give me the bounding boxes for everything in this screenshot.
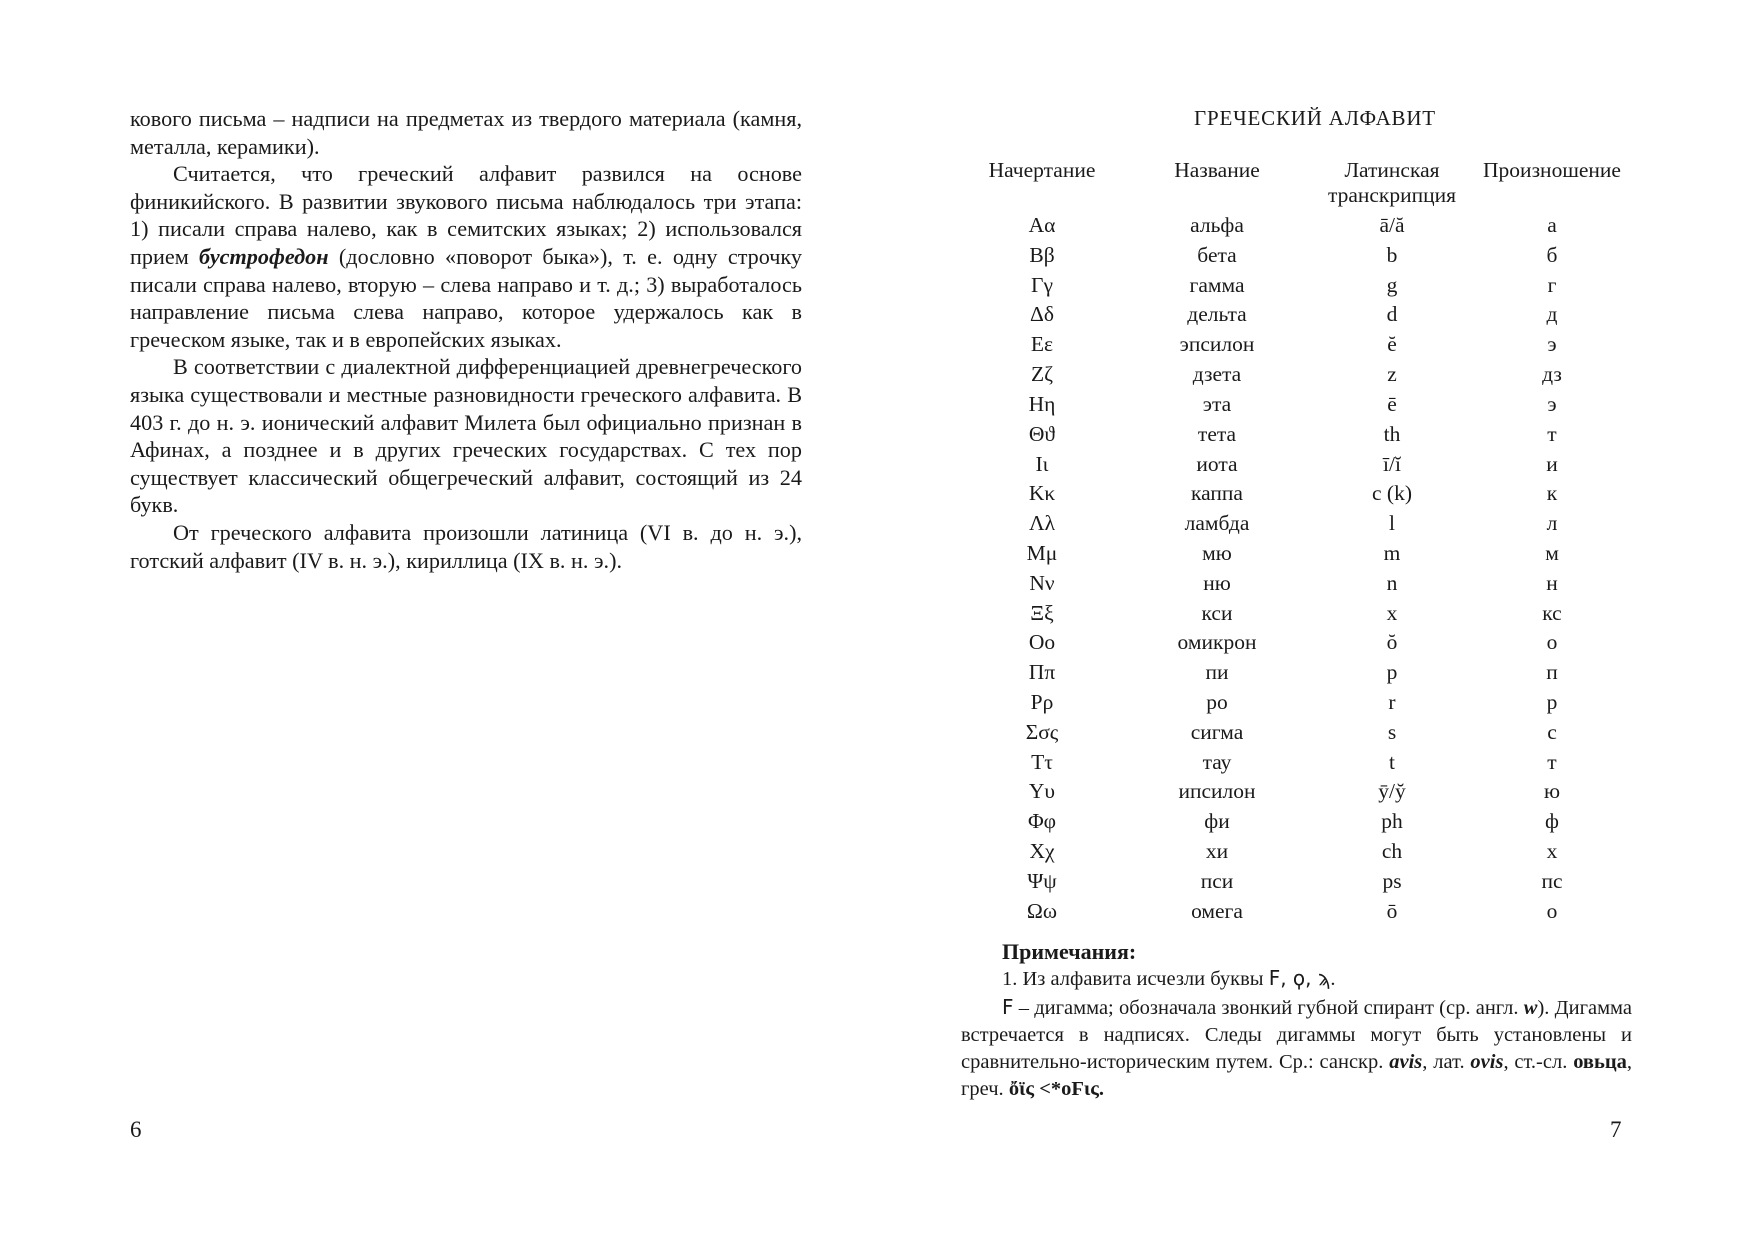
name-cell: фи <box>1204 809 1230 834</box>
glyph-cell: Ββ <box>1029 242 1055 267</box>
name-cell: иота <box>1196 451 1238 476</box>
table-row <box>962 777 1755 807</box>
pronunciation-cell: п <box>1546 660 1558 685</box>
table-row <box>962 748 1755 778</box>
pronunciation-cell: о <box>1546 898 1558 923</box>
note-1-prefix: 1. Из алфавита исчезли буквы <box>1002 968 1269 991</box>
glyph-cell: Γγ <box>1031 272 1053 297</box>
table-row <box>962 509 1755 539</box>
glyph-cell: Ιι <box>1035 451 1049 476</box>
glyph-cell: Φφ <box>1027 809 1057 834</box>
glyph-cell: Κκ <box>1028 481 1056 506</box>
table-row <box>962 360 1755 390</box>
glyph-cell: Ζζ <box>1030 362 1054 387</box>
note-digamma <box>961 994 1632 1104</box>
name-cell: омикрон <box>1177 630 1257 655</box>
transcription-cell: ps <box>1382 868 1402 893</box>
table-row <box>962 837 1755 867</box>
pronunciation-cell: г <box>1547 272 1557 297</box>
table-row <box>962 599 1755 629</box>
oldslavic-word: овьца <box>1573 1051 1627 1074</box>
name-cell: хи <box>1205 839 1229 864</box>
sanskrit-word: avis <box>1389 1051 1423 1074</box>
transcription-cell: ē <box>1387 391 1397 416</box>
paragraph-4: От греческого алфавита произошли латиница (VI в. до н. э.), готский алфавит (IV в. н. э.), кириллица (IX в. н. э.). <box>130 519 802 573</box>
table-row <box>962 628 1755 658</box>
pronunciation-cell: м <box>1545 540 1559 565</box>
pronunciation-cell: х <box>1546 839 1558 864</box>
glyph-cell: Σσς <box>1025 719 1059 744</box>
name-cell: тета <box>1197 421 1237 446</box>
oldslavic-label: , ст.-сл. <box>1503 1051 1574 1074</box>
name-cell: гамма <box>1189 272 1245 297</box>
digamma-description-cont: ). Дигамма встречается в надписях. Следы дигаммы могут быть установлены и сравнительно-историческим путем. Ср.: санскр. <box>961 996 1632 1074</box>
glyph-cell: Ππ <box>1028 660 1056 685</box>
table-row <box>962 569 1755 599</box>
transcription-cell: m <box>1383 540 1401 565</box>
transcription-cell: l <box>1389 511 1395 536</box>
transcription-cell: x <box>1386 600 1398 625</box>
english-letter-w: w <box>1523 996 1538 1019</box>
glyph-cell: Εε <box>1030 332 1054 357</box>
note-1-suffix: . <box>1330 968 1336 991</box>
paragraph-1: кового письма – надписи на предметах из твердого материала (камня, металла, керамики). <box>130 106 802 159</box>
table-row <box>962 718 1755 748</box>
name-cell: пси <box>1200 868 1234 893</box>
paragraph-2-end: (дословно «поворот быка»), т. е. одну строчку писали справа налево, вторую – слева направо и т. д.; 3) выработалось направление письма слева направо, которое удержалось как в греческом языке, так и в европейских языках. <box>130 243 802 352</box>
transcription-cell: d <box>1386 302 1398 327</box>
table-row <box>962 658 1755 688</box>
transcription-cell: c (k) <box>1372 481 1412 506</box>
table-row <box>962 420 1755 450</box>
glyph-cell: Θϑ <box>1028 421 1056 446</box>
name-cell: эта <box>1202 391 1232 416</box>
reconstructed-form: <*οϜις. <box>1034 1078 1105 1101</box>
transcription-cell: ŏ <box>1386 630 1398 655</box>
table-row <box>962 330 1755 360</box>
paragraph-2 <box>130 160 802 353</box>
transcription-cell: th <box>1383 421 1401 446</box>
pronunciation-cell: э <box>1547 391 1557 416</box>
name-cell: ипсилон <box>1178 779 1256 804</box>
glyph-cell: Ψψ <box>1027 868 1057 893</box>
paragraph-3: В соответствии с диалектной дифференциацией древнегреческого языка существовали и местные разновидности греческого алфавита. В 403 г. до н. э. ионический алфавит Милета был официально признан в Афинах, а позднее и в других греческих государствах. С тех пор существует классический общегреческий алфавит, состоящий из 24 букв. <box>130 354 802 518</box>
transcription-cell: ĕ <box>1387 332 1397 357</box>
pronunciation-cell: ф <box>1545 809 1559 834</box>
glyph-cell: Νν <box>1029 570 1055 595</box>
pronunciation-cell: а <box>1547 213 1557 237</box>
table-row <box>962 450 1755 480</box>
greek-word: ὄϊς <box>1008 1078 1035 1101</box>
transcription-cell: ī/ĭ <box>1383 451 1401 476</box>
name-cell: дельта <box>1187 302 1247 327</box>
name-cell: омега <box>1191 898 1243 923</box>
name-cell: бета <box>1197 242 1237 267</box>
glyph-cell: Λλ <box>1028 511 1055 536</box>
transcription-cell: p <box>1386 660 1398 685</box>
transcription-cell: t <box>1389 749 1395 774</box>
table-title: ГРЕЧЕСКИЙ АЛФАВИТ <box>1194 106 1436 130</box>
table-body <box>962 211 1755 927</box>
note-1 <box>961 965 1632 993</box>
pronunciation-cell: т <box>1547 749 1557 774</box>
table-row <box>962 479 1755 509</box>
pronunciation-cell: дз <box>1542 362 1562 387</box>
latin-word: ovis <box>1470 1051 1504 1074</box>
header-glyph: Начертание <box>988 158 1096 182</box>
term-boustrophedon: бустрофедон <box>199 243 329 269</box>
glyph-cell: Ωω <box>1026 898 1058 923</box>
header-transcription-line1: Латинская <box>1344 158 1440 182</box>
pronunciation-cell: и <box>1546 451 1558 476</box>
table-row <box>962 300 1755 330</box>
glyph-cell: Οο <box>1028 630 1056 655</box>
table-row <box>962 807 1755 837</box>
name-cell: альфа <box>1190 213 1244 237</box>
pronunciation-cell: пс <box>1541 868 1563 893</box>
table-row <box>962 897 1755 927</box>
table-row <box>962 241 1755 271</box>
glyph-cell: Ξξ <box>1030 600 1054 625</box>
pronunciation-cell: т <box>1547 421 1557 446</box>
table-row <box>962 271 1755 301</box>
name-cell: ро <box>1206 690 1228 714</box>
table-row <box>962 390 1755 420</box>
name-cell: тау <box>1202 749 1232 774</box>
digamma-symbol: Ϝ <box>1002 994 1014 1019</box>
transcription-cell: r <box>1388 690 1396 714</box>
pronunciation-cell: кс <box>1542 600 1562 625</box>
digamma-description: – дигамма; обозначала звонкий губной спирант (ср. англ. <box>1013 996 1524 1019</box>
paragraph-2-start: Считается, что греческий алфавит развился на основе финикийского. В развитии звукового письма наблюдалось три этапа: 1) писали справа налево, как в семитских языках; 2) использовался прием <box>130 161 802 269</box>
name-cell: пи <box>1205 660 1229 685</box>
glyph-cell: Αα <box>1028 213 1056 237</box>
name-cell: ню <box>1203 570 1231 595</box>
name-cell: кси <box>1201 600 1233 625</box>
transcription-cell: ō <box>1386 898 1398 923</box>
glyph-cell: Ττ <box>1031 749 1053 774</box>
name-cell: каппа <box>1191 481 1243 506</box>
pronunciation-cell: д <box>1546 302 1558 327</box>
pronunciation-cell: э <box>1547 332 1557 357</box>
table-row <box>962 688 1755 718</box>
table-row <box>962 867 1755 897</box>
transcription-cell: n <box>1386 570 1398 595</box>
pronunciation-cell: р <box>1546 690 1558 714</box>
transcription-cell: s <box>1387 719 1397 744</box>
name-cell: сигма <box>1190 719 1244 744</box>
transcription-cell: ch <box>1381 839 1403 864</box>
transcription-cell: b <box>1386 242 1398 267</box>
name-cell: мю <box>1202 540 1232 565</box>
glyph-cell: Χχ <box>1029 839 1055 864</box>
header-name: Название <box>1174 158 1260 182</box>
pronunciation-cell: б <box>1546 242 1558 267</box>
transcription-cell: z <box>1387 362 1397 387</box>
header-transcription-line2: транскрипция <box>1327 183 1457 207</box>
notes <box>961 938 1632 1104</box>
glyph-cell: Ηη <box>1028 391 1056 416</box>
glyph-cell: Δδ <box>1030 302 1054 327</box>
greek-label: , греч. <box>961 1051 1633 1101</box>
pronunciation-cell: к <box>1546 481 1558 506</box>
transcription-cell: ȳ/y̆ <box>1378 779 1406 804</box>
glyph-cell: Μμ <box>1026 540 1058 565</box>
name-cell: ламбда <box>1184 511 1250 536</box>
transcription-cell: ph <box>1381 809 1403 834</box>
transcription-cell: g <box>1386 272 1398 297</box>
latin-label: , лат. <box>1422 1051 1471 1074</box>
glyph-cell: Ρρ <box>1030 690 1054 714</box>
pronunciation-cell: с <box>1547 719 1557 744</box>
pronunciation-cell: ю <box>1543 779 1561 804</box>
table-row <box>962 539 1755 569</box>
left-page <box>0 0 877 1240</box>
notes-heading: Примечания: <box>1002 939 1137 964</box>
header-pronunciation: Произношение <box>1483 158 1621 182</box>
left-page-text <box>130 105 802 574</box>
page-number-right: 7 <box>1610 1117 1622 1142</box>
glyph-cell: Υυ <box>1028 779 1056 804</box>
archaic-letters: Ϝ, ϙ, ϡ <box>1268 966 1331 991</box>
name-cell: дзета <box>1192 362 1242 387</box>
table-row <box>962 211 1755 241</box>
transcription-cell: ā/ă <box>1379 213 1405 237</box>
pronunciation-cell: н <box>1546 570 1558 595</box>
name-cell: эпсилон <box>1179 332 1255 357</box>
pronunciation-cell: о <box>1546 630 1558 655</box>
page-number-left: 6 <box>130 1117 142 1142</box>
pronunciation-cell: л <box>1546 511 1558 536</box>
